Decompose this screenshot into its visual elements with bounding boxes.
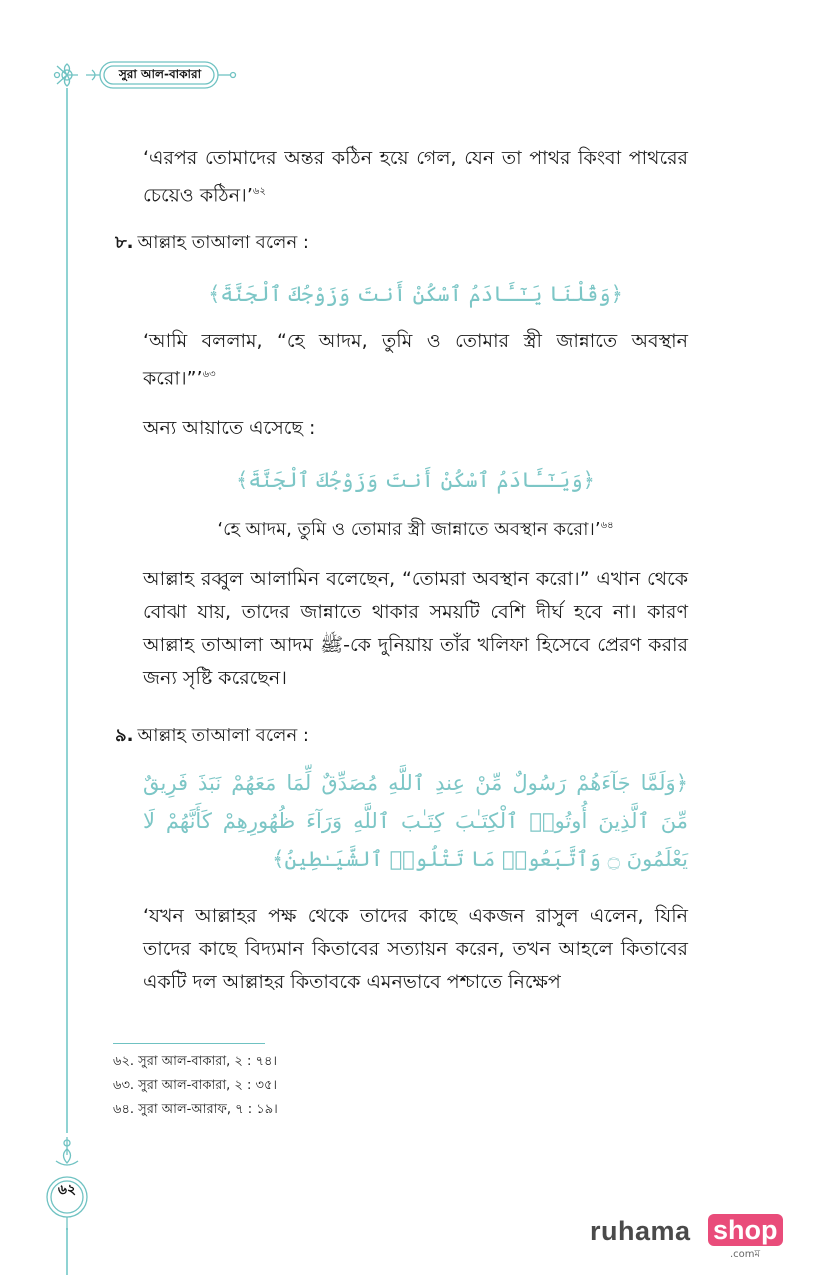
frame-line-top: [66, 88, 68, 1133]
footnotes: [113, 1050, 278, 1122]
logo-text-ruhama: ruhama: [590, 1216, 691, 1246]
paragraph-text: ‘হে আদম, তুমি ও তোমার স্ত্রী জান্নাতে অবস্থান করো।’: [217, 519, 601, 540]
footnote-63: ৬৩. সুরা আল-বাকারা, ২ : ৩৫।: [113, 1078, 278, 1093]
footnote-62: ৬২. সুরা আল-বাকারা, ২ : ৭৪।: [113, 1054, 278, 1069]
paragraph-verse-translation-2: [143, 325, 688, 395]
paragraph-another-verse: অন্য আয়াতে এসেছে :: [143, 417, 316, 439]
arabic-verse-2: ﴿وَيَـٰٓـَٔادَمُ ٱسْكُنْ أَنتَ وَزَوْجُكَ ٱلْجَنَّةَ﴾: [236, 468, 595, 492]
footnote-ref-62: ৬২: [252, 186, 266, 197]
footnote-ref-63: ৬৩: [202, 369, 216, 380]
paragraph-verse-translation-3: ‘যখন আল্লাহর পক্ষ থেকে তাদের কাছে একজন রাসুল এলেন, যিনি তাদের কাছে বিদ্যমান কিতাবের সত্যায়ন করেন, তখন আহলে কিতাবের একটি দল আল্লাহর কিতাবকে এমনভাবে পশ্চাতে নিক্ষেপ: [143, 905, 688, 993]
logo-text-com: .comম: [730, 1249, 761, 1260]
paragraph-explanation: আল্লাহ রব্বুল আলামিন বলেছেন, “তোমরা অবস্থান করো।” এখান থেকে বোঝা যায়, তাদের জান্নাতে থাকার সময়টি বেশি দীর্ঘ হবে না। কারণ আল্লাহ তাআলা আদম ﷺ-কে দুনিয়ায় তাঁর খলিফা হিসেবে প্রেরণ করার জন্য সৃষ্টি করেছেন।: [143, 568, 688, 689]
footnote-64: ৬৪. সুরা আল-আরাফ, ৭ : ১৯।: [113, 1102, 278, 1117]
section-heading-text: আল্লাহ তাআলা বলেন :: [137, 232, 309, 253]
section-heading-text: আল্লাহ তাআলা বলেন :: [137, 725, 309, 746]
frame-line-bottom: [66, 1228, 68, 1275]
paragraph-text: ‘আমি বললাম, “হে আদম, তুমি ও তোমার স্ত্রী জান্নাতে অবস্থান করো।”’: [143, 330, 688, 390]
section-number: ৯.: [115, 725, 134, 746]
section-number: ৮.: [115, 232, 134, 253]
section-heading-8: [115, 228, 309, 259]
paragraph-verse-translation-1: [143, 142, 688, 212]
ruhamashop-logo: [590, 1212, 780, 1262]
footnote-divider: [113, 1043, 265, 1044]
page-number: ৬২: [57, 1182, 77, 1198]
section-heading-9: [115, 721, 309, 752]
running-header-title: সুরা আল-বাকারা: [118, 67, 202, 81]
centered-translation: [143, 515, 688, 546]
paragraph-text: ‘এরপর তোমাদের অন্তর কঠিন হয়ে গেল, যেন তা পাথর কিংবা পাথরের চেয়েও কঠিন।’: [143, 147, 688, 207]
logo-text-shop: shop: [708, 1214, 783, 1246]
arabic-verse-1: ﴿وَقُلْنَا يَـٰٓـَٔادَمُ ٱسْكُنْ أَنتَ وَزَوْجُكَ ٱلْجَنَّةَ﴾: [208, 282, 623, 306]
footnote-ref-64: ৬৪: [600, 520, 614, 531]
arabic-verse-3: ﴿وَلَمَّا جَآءَهُمْ رَسُولٌ مِّنْ عِندِ ٱللَّهِ مُصَدِّقٌ لِّمَا مَعَهُمْ نَبَذَ فَرِيقٌ مِّنَ ٱلَّذِينَ أُوتُوا۟ ٱلْكِتَـٰبَ كِتَـٰبَ ٱللَّهِ وَرَآءَ ظُهُورِهِمْ كَأَنَّهُمْ لَا يَعْلَمُونَ ۝ وَٱتَّبَعُوا۟ مَا تَتْلُوا۟ ٱلشَّيَـٰطِينُ﴾: [143, 771, 688, 871]
